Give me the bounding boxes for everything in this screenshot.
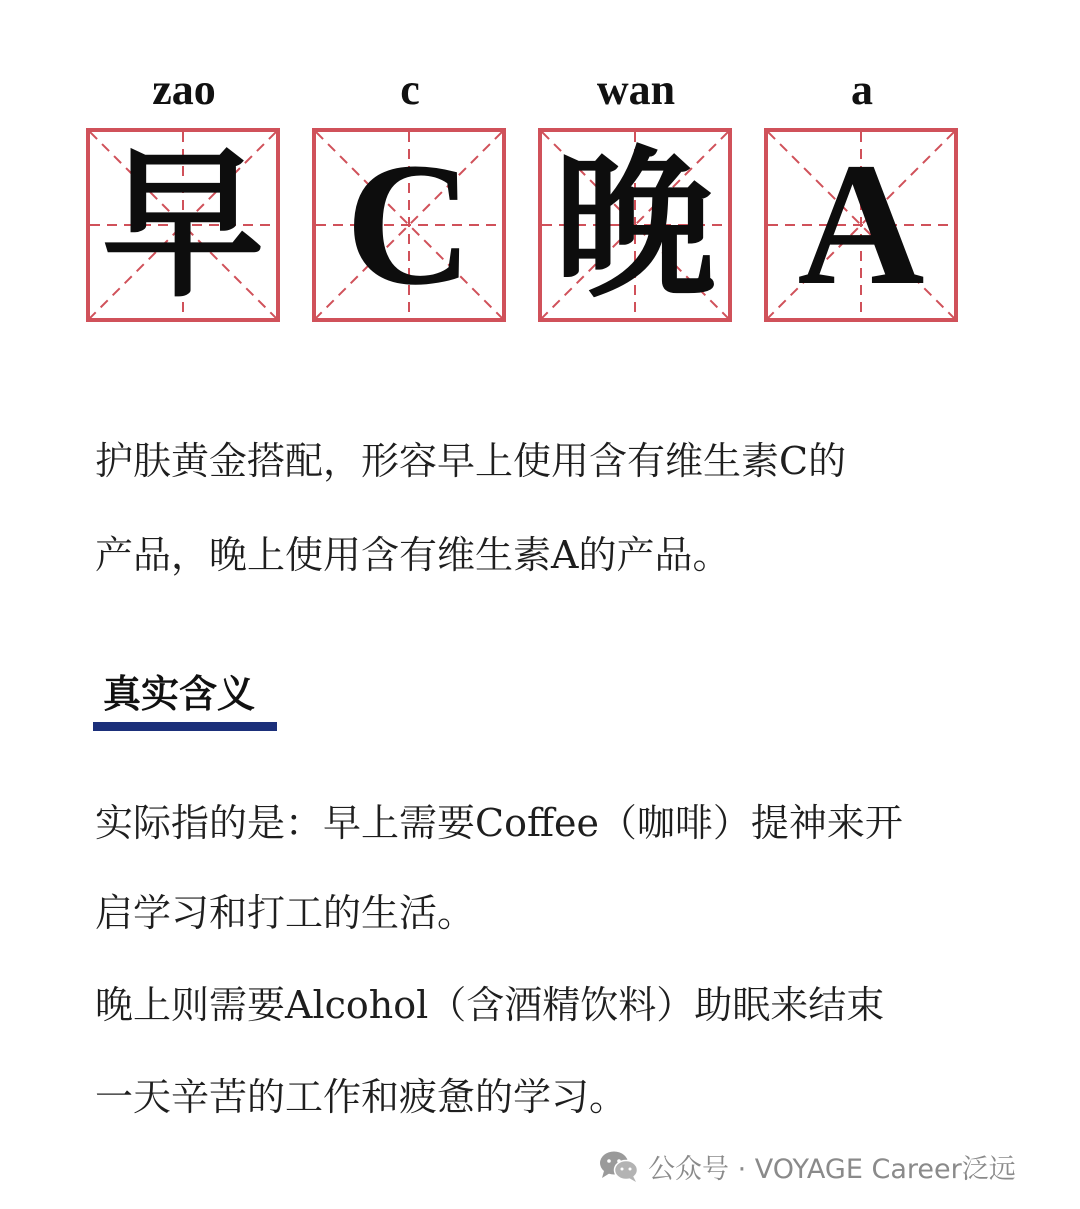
section-heading: 真实含义	[103, 672, 256, 716]
footer-watermark	[598, 1146, 1016, 1186]
wechat-icon	[598, 1149, 640, 1183]
meaning-line-1: 实际指的是：早上需要Coffee（咖啡）提神来开	[95, 801, 903, 845]
heading-underline	[93, 722, 277, 731]
pinyin-row	[0, 62, 1080, 122]
character-grid-zao	[86, 128, 280, 322]
pinyin-wan: wan	[596, 65, 676, 114]
meaning-line-4: 一天辛苦的工作和疲惫的学习。	[95, 1075, 628, 1119]
character-c: C	[345, 127, 473, 322]
intro-line-1: 护肤黄金搭配，形容早上使用含有维生素C的	[95, 439, 847, 483]
pinyin-a: a	[851, 65, 873, 114]
pinyin-c: c	[400, 65, 420, 114]
pinyin-zao: zao	[152, 65, 216, 114]
intro-line-2: 产品，晚上使用含有维生素A的产品。	[95, 533, 731, 577]
character-wan: 晚	[554, 130, 716, 320]
meaning-line-2: 启学习和打工的生活。	[95, 891, 476, 935]
character-grid-wan	[538, 128, 732, 322]
character-grid-a	[764, 128, 958, 322]
footer-text: 公众号 · VOYAGE Career泛远	[648, 1153, 1016, 1185]
meaning-line-3: 晚上则需要Alcohol（含酒精饮料）助眠来结束	[95, 983, 885, 1027]
character-a: A	[797, 127, 925, 322]
character-grid-c	[312, 128, 506, 322]
character-zao: 早	[102, 130, 264, 320]
